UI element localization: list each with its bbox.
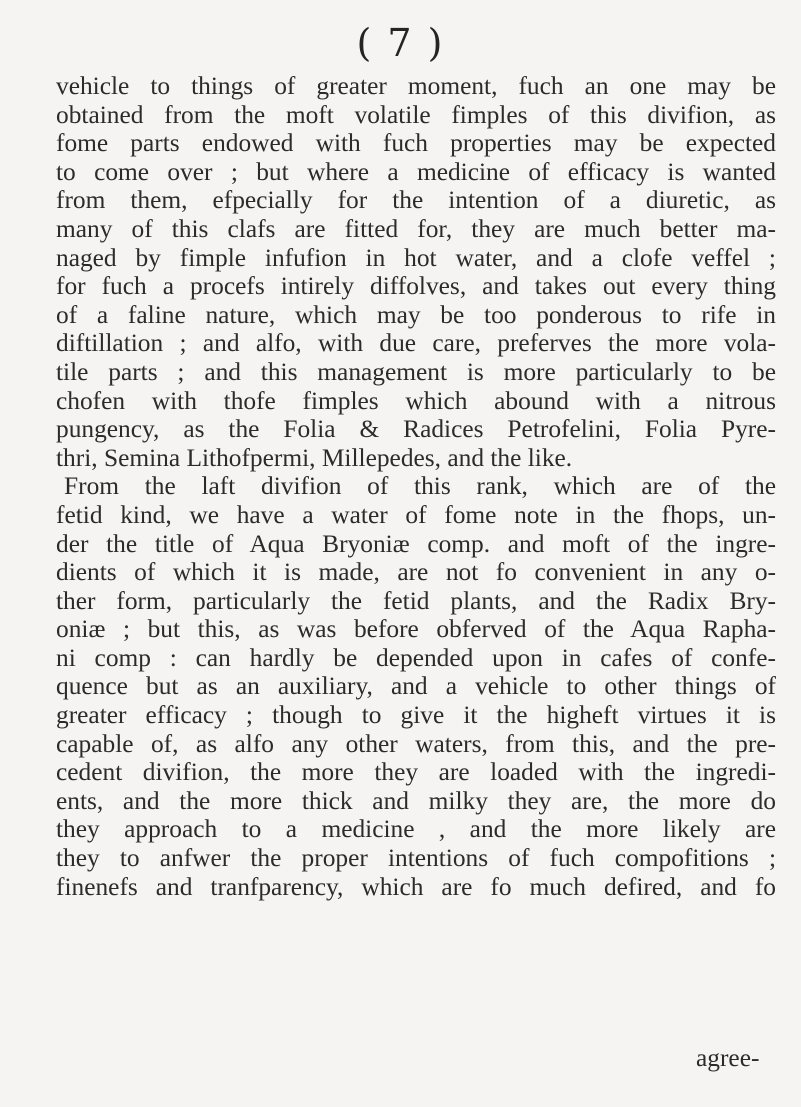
text-line: From the laft divifion of this rank, which are of the	[64, 472, 776, 501]
text-line: der the title of Aqua Bryoniæ comp. and moft of the ingre-	[56, 529, 776, 558]
text-line: greater efficacy ; though to give it the higheft virtues it is	[56, 701, 776, 730]
text-line: for fuch a procefs intirely diffolves, and takes out every thing	[56, 272, 776, 301]
text-line: thri, Semina Lithofpermi, Millepedes, and the like.	[56, 443, 573, 472]
body-text	[56, 72, 776, 901]
text-line: from them, efpecially for the intention of a diuretic, as	[56, 186, 776, 215]
text-line: oniæ ; but this, as was before obferved of the Aqua Rapha-	[56, 615, 776, 644]
catchword: agree-	[696, 1044, 760, 1072]
text-line: finenefs and tranfparency, which are fo much defired, and fo	[56, 872, 776, 901]
text-line: quence but as an auxiliary, and a vehicle to other things of	[56, 672, 776, 701]
text-line: fome parts endowed with fuch properties may be expected	[56, 129, 776, 158]
text-line: chofen with thofe fimples which abound with a nitrous	[56, 386, 776, 415]
text-line: capable of, as alfo any other waters, from this, and the pre-	[56, 729, 776, 758]
text-line: they to anfwer the proper intentions of fuch compofitions ;	[56, 844, 776, 873]
text-line: ther form, particularly the fetid plants, and the Radix Bry-	[56, 586, 776, 615]
text-line: to come over ; but where a medicine of efficacy is wanted	[56, 157, 776, 186]
text-line: naged by fimple infufion in hot water, and a clofe veffel ;	[56, 243, 776, 272]
text-line: of a faline nature, which may be too ponderous to rife in	[56, 300, 776, 329]
text-line: many of this clafs are fitted for, they are much better ma-	[56, 214, 776, 243]
text-line: cedent divifion, the more they are loaded with the ingredi-	[56, 758, 776, 787]
page-number: ( 7 )	[356, 21, 445, 65]
text-line: tile parts ; and this management is more particularly to be	[56, 357, 776, 386]
text-line: ents, and the more thick and milky they are, the more do	[56, 786, 776, 815]
text-line: pungency, as the Folia & Radices Petrofelini, Folia Pyre-	[56, 415, 776, 444]
text-line: ni comp : can hardly be depended upon in cafes of confe-	[56, 643, 776, 672]
text-line: diftillation ; and alfo, with due care, preferves the more vola-	[56, 329, 776, 358]
text-line: vehicle to things of greater moment, fuch an one may be	[56, 72, 776, 100]
text-line: dients of which it is made, are not fo convenient in any o-	[56, 558, 776, 587]
text-line: they approach to a medicine , and the more likely are	[56, 815, 776, 844]
text-line: obtained from the moft volatile fimples of this divifion, as	[56, 100, 776, 129]
text-line: fetid kind, we have a water of fome note in the fhops, un-	[56, 500, 776, 529]
